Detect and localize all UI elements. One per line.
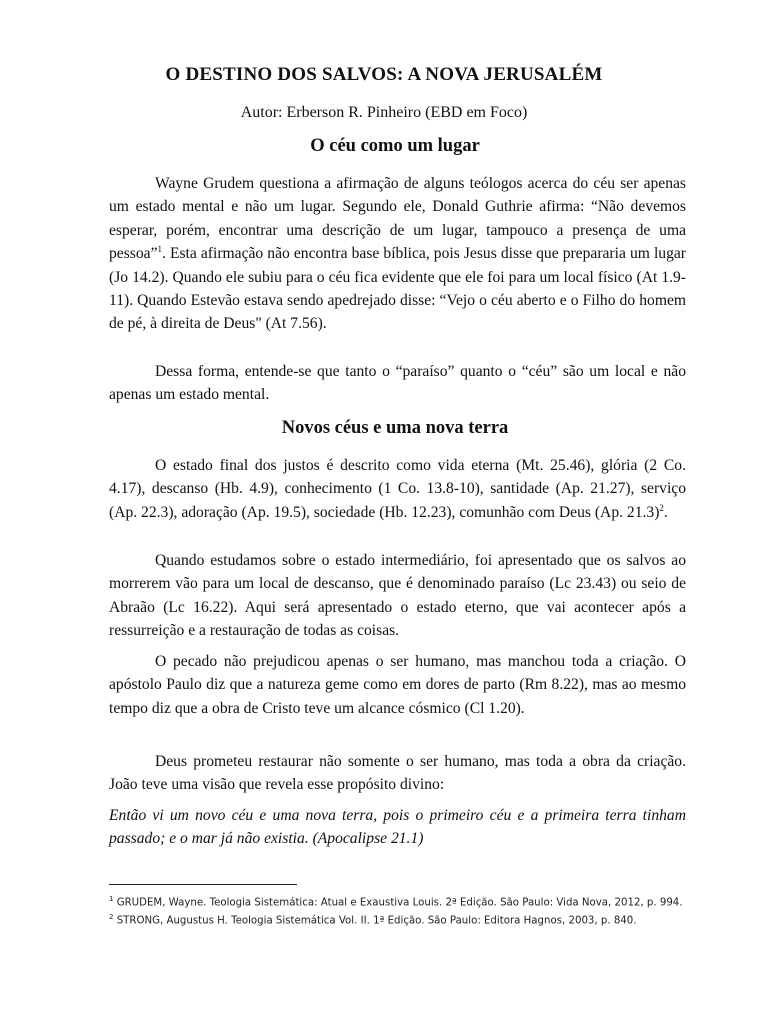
paragraph-text: . Esta afirmação não encontra base bíblica, pois Jesus disse que prepararia um lugar (Jo 14.2). Quando ele subiu para o céu fica evidente que ele foi para um local físico (At 1.9-11). Quando Estevão estava sendo apedrejado disse: “Vejo o céu aberto e o Filho do homem de pé, à direita de Deus" (At 7.56). bbox=[109, 245, 686, 333]
footnote-ref: 2 bbox=[659, 502, 664, 513]
paragraph: Quando estudamos sobre o estado intermediário, foi apresentado que os salvos ao morrerem vão para um local de descanso, que é denominado paraíso (Lc 23.43) ou seio de Abraão (Lc 16.22). Aqui será apresentado o estado eterno, que vai acontecer após a ressurreição e a restauração de todas as coisas. bbox=[109, 552, 686, 640]
paragraph: Dessa forma, entende-se que tanto o “paraíso” quanto o “céu” são um local e não apenas um estado mental. bbox=[109, 363, 686, 404]
footnote-mark: 2 bbox=[109, 913, 114, 922]
footnote-ref: 1 bbox=[157, 244, 162, 255]
section-heading-novos-ceus: Novos céus e uma nova terra bbox=[281, 418, 509, 438]
footnotes bbox=[109, 892, 689, 929]
paragraph bbox=[109, 454, 686, 524]
paragraph: O pecado não prejudicou apenas o ser humano, mas manchou toda a criação. O apóstolo Paulo diz que a natureza geme como em dores de parto (Rm 8.22), mas ao mesmo tempo diz que a obra de Cristo teve um alcance cósmico (Cl 1.20). bbox=[109, 653, 686, 717]
footnote-item bbox=[109, 910, 689, 928]
author-line: Autor: Erberson R. Pinheiro (EBD em Foco) bbox=[240, 104, 528, 121]
paragraph-text: Wayne Grudem questiona a afirmação de alguns teólogos acerca do céu ser apenas um estado mental e não um lugar. Segundo ele, Donald Guthrie afirma: “Não devemos esperar, porém, encontrar uma descrição de um lugar, tampouco a presença de uma pessoa” bbox=[109, 175, 686, 263]
paragraph-text: O estado final dos justos é descrito como vida eterna (Mt. 25.46), glória (2 Co. 4.17), descanso (Hb. 4.9), conhecimento (1 Co. 13.8-10), santidade (Ap. 21.27), serviço (Ap. 22.3), adoração (Ap. 19.5), sociedade (Hb. 12.23), comunhão com Deus (Ap. 21.3) bbox=[109, 457, 686, 521]
footnote-divider bbox=[109, 884, 297, 885]
footnote-text: GRUDEM, Wayne. Teologia Sistemática: Atual e Exaustiva Louis. 2ª Edição. São Paulo: Vida Nova, 2012, p. 994. bbox=[113, 897, 683, 909]
paragraph-text: . bbox=[663, 503, 668, 521]
footnote-mark: 1 bbox=[109, 895, 114, 903]
paragraph bbox=[109, 172, 686, 336]
bible-quote: Então vi um novo céu e uma nova terra, pois o primeiro céu e a primeira terra tinham passado; e o mar já não existia. (Apocalipse 21.1) bbox=[109, 807, 686, 848]
document-title: O DESTINO DOS SALVOS: A NOVA JERUSALÉM bbox=[165, 64, 603, 85]
footnote-text: STRONG, Augustus H. Teologia Sistemática Vol. II. 1ª Edição. São Paulo: Editora Hagnos, 2003, p. 840. bbox=[113, 915, 637, 927]
paragraph: Deus prometeu restaurar não somente o ser humano, mas toda a obra da criação. João teve uma visão que revela esse propósito divino: bbox=[109, 753, 686, 794]
footnote-item bbox=[109, 892, 689, 910]
section-heading-ceu-lugar: O céu como um lugar bbox=[310, 136, 480, 156]
